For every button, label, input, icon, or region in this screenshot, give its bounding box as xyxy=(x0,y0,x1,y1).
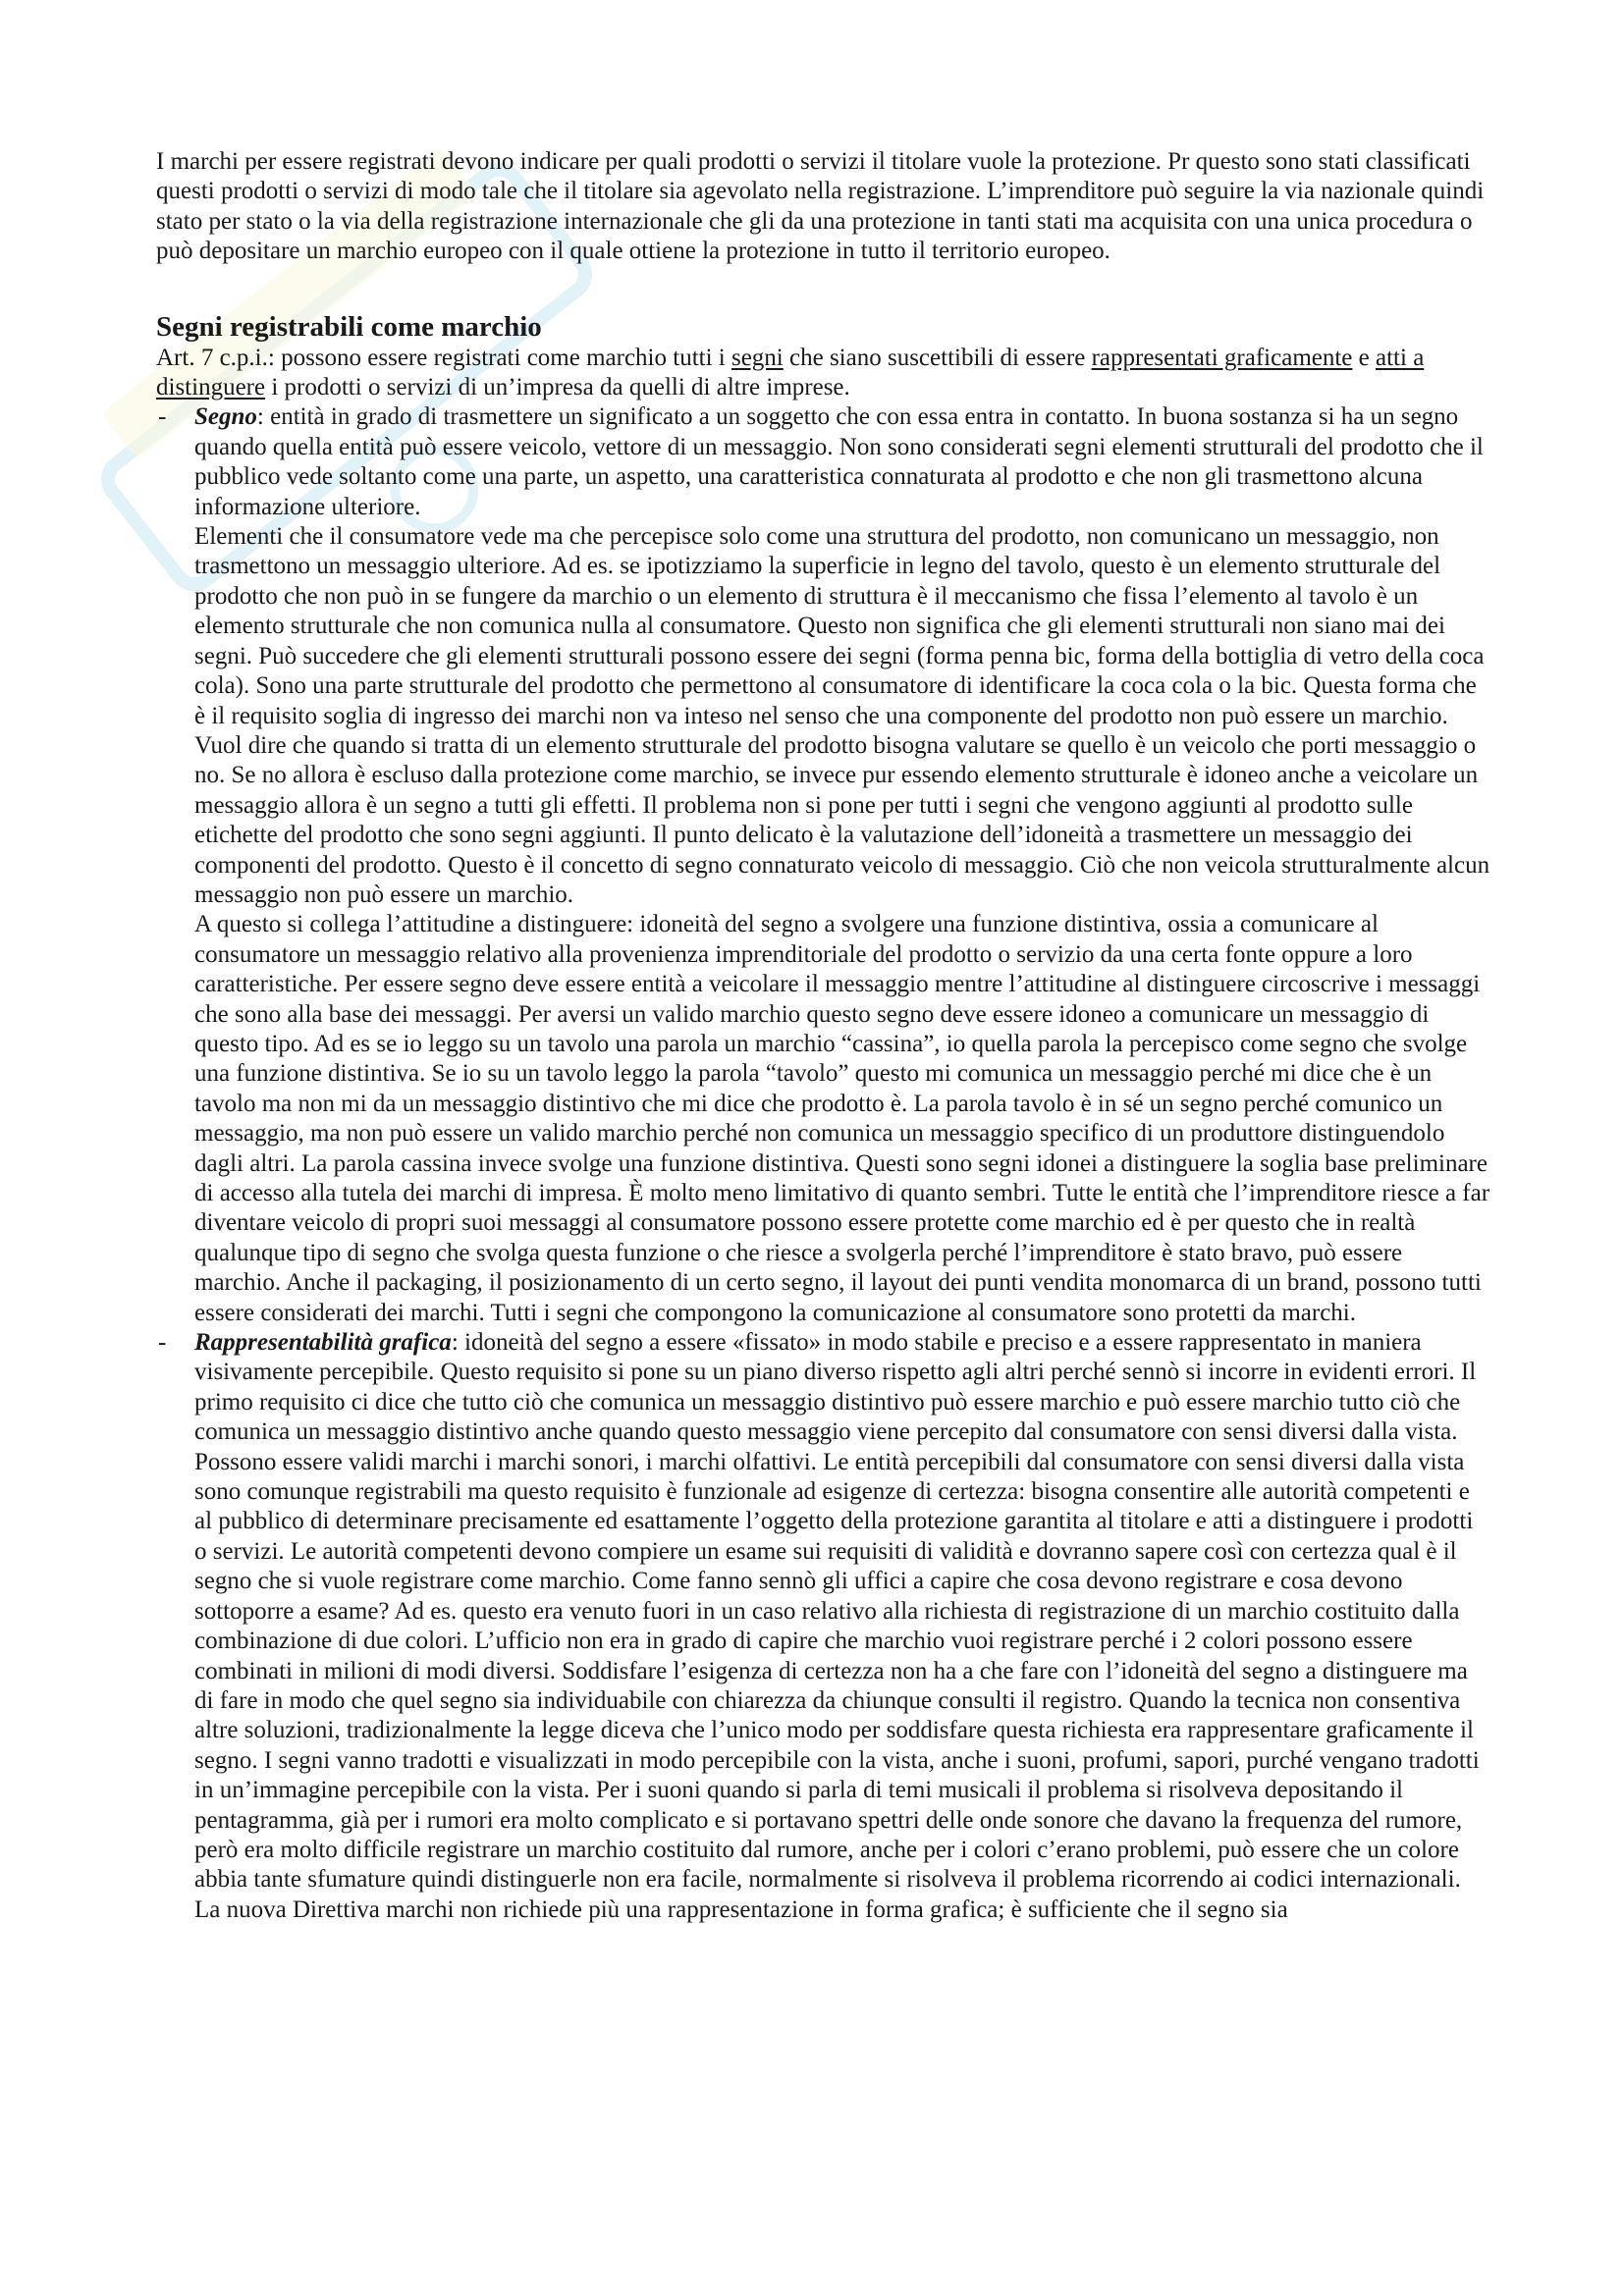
spacer xyxy=(156,267,1491,296)
list-dash: - xyxy=(158,1329,167,1357)
article-text-2: che siano suscettibili di essere xyxy=(783,344,1092,371)
rappresentabilita-paragraph-2: La nuova Direttiva marchi non richiede più una rappresentazione in forma grafica; è sufficiente che il segno sia xyxy=(194,1896,1288,1923)
term-rappresentabilita: Rappresentabilità grafica xyxy=(194,1329,452,1357)
document-page xyxy=(156,147,1491,1925)
article-text-1: Art. 7 c.p.i.: possono essere registrati come marchio tutti i xyxy=(156,344,731,371)
article-underline-rappresentati: rappresentati graficamente xyxy=(1091,344,1353,371)
segno-paragraph-1 xyxy=(194,402,1491,522)
segno-paragraph-3: A questo si collega l’attitudine a distinguere: idoneità del segno a svolgere una funzione distintiva, ossia a comunicare al consumatore un messaggio relativo alla provenienza imprenditoriale del prodotto o servizio da una certa fonte oppure a loro caratteristiche. Per essere segno deve essere entità a veicolare il messaggio mentre l’attitudine al distinguere circoscrive i messaggi che sono alla base dei messaggi. Per aversi un valido marchio questo segno deve essere idoneo a comunicare un messaggio di questo tipo. Ad es se io leggo su un tavolo una parola un marchio “cassina”, io quella parola la percepisco come segno che svolge una funzione distintiva. Se io su un tavolo leggo la parola “tavolo” questo mi comunica un messaggio perché mi dice che è un tavolo ma non mi da un messaggio distintivo che mi dice che prodotto è. La parola tavolo è in sé un segno perché comunico un messaggio, ma non può essere un valido marchio perché non comunica un messaggio specifico di un produttore distinguendolo dagli altri. La parola cassina invece svolge una funzione distintiva. Questi sono segni idonei a distinguere la soglia base preliminare di accesso alla tutela dei marchi di impresa. È molto meno limitativo di quanto sembri. Tutte le entità che l’imprenditore riesce a far diventare veicolo di propri suoi messaggi al consumatore possono essere protette come marchio ed è per questo che in realtà qualunque tipo di segno che svolga questa funzione o che riesce a svolgerla perché l’imprenditore è stato bravo, può essere marchio. Anche il packaging, il posizionamento di un certo segno, il layout dei punti vendita monomarca di un brand, possono tutti essere considerati dei marchi. Tutti i segni che compongono la comunicazione al consumatore sono protetti da marchi. xyxy=(194,911,1490,1326)
list-item-segno xyxy=(156,402,1491,1328)
list-item-rappresentabilita xyxy=(156,1328,1491,1925)
section-heading: Segni registrabili come marchio xyxy=(156,310,542,343)
article-paragraph xyxy=(156,344,1491,403)
article-text-4: i prodotti o servizi di un’impresa da quelli di altre imprese. xyxy=(265,374,850,401)
list-dash: - xyxy=(158,403,167,431)
term-segno: Segno xyxy=(194,403,257,431)
article-underline-distinguere: atti a distinguere xyxy=(156,344,1425,401)
segno-paragraph-2: Elementi che il consumatore vede ma che percepisce solo come una struttura del prodotto, non comunicano un messaggio, non trasmettono un messaggio ulteriore. Ad es. se ipotizziamo la superficie in legno del tavolo, questo è un elemento strutturale del prodotto che non può in se fungere da marchio o un elemento di struttura è il meccanismo che fissa l’elemento al tavolo è un elemento strutturale che non comunica nulla al consumatore. Questo non significa che gli elementi strutturali non siano mai dei segni. Può succedere che gli elementi strutturali possono essere dei segni (forma penna bic, forma della bottiglia di vetro della coca cola). Sono una parte strutturale del prodotto che permettono al consumatore di identificare la coca cola o la bic. Questa forma che è il requisito soglia di ingresso dei marchi non va inteso nel senso che una componente del prodotto non può essere un marchio. Vuol dire che quando si tratta di un elemento strutturale del prodotto bisogna valutare se quello è un veicolo che porti messaggio o no. Se no allora è escluso dalla protezione come marchio, se invece pur essendo elemento strutturale è idoneo anche a veicolare un messaggio allora è un segno a tutti gli effetti. Il problema non si pone per tutti i segni che vengono aggiunti al prodotto sulle etichette del prodotto che sono segni aggiunti. Il punto delicato è la valutazione dell’idoneità a trasmettere un messaggio dei componenti del prodotto. Questo è il concetto di segno connaturato veicolo di messaggio. Ciò che non veicola strutturalmente alcun messaggio non può essere un marchio. xyxy=(194,523,1490,908)
rappresentabilita-paragraph-1 xyxy=(194,1328,1491,1896)
article-underline-segni: segni xyxy=(731,344,784,371)
article-text-3: e xyxy=(1352,344,1377,371)
rappresentabilita-lead: : idoneità del segno a essere «fissato» in modo stabile e preciso e a essere rappresentato in maniera visivamente percepibile. Questo requisito si pone su un piano diverso rispetto agli altri perché sennò si incorre in evidenti errori. Il primo requisito ci dice che tutto ciò che comunica un messaggio distintivo può essere marchio e può essere marchio tutto ciò che comunica un messaggio distintivo anche quando questo messaggio viene percepito dal consumatore con sensi diversi dalla vista. Possono essere validi marchi i marchi sonori, i marchi olfattivi. Le entità percepibili dal consumatore con sensi diversi dalla vista sono comunque registrabili ma questo requisito è funzionale ad esigenze di certezza: bisogna consentire alle autorità competenti e al pubblico di determinare precisamente ed esattamente l’oggetto della protezione garantita al titolare e atti a distinguere i prodotti o servizi. Le autorità competenti devono compiere un esame sui requisiti di validità e dovranno sapere così con certezza qual è il segno che si vuole registrare come marchio. Come fanno sennò gli uffici a capire che cosa devono registrare e cosa devono sottoporre a esame? Ad es. questo era venuto fuori in un caso relativo alla richiesta di registrazione di un marchio costituito dalla combinazione di due colori. L’ufficio non era in grado di capire che marchio vuoi registrare perché i 2 colori possono essere combinati in milioni di modi diversi. Soddisfare l’esigenza di certezza non ha a che fare con l’idoneità del segno a distinguere ma di fare in modo che quel segno sia individuabile con chiarezza da chiunque consulti il registro. Quando la tecnica non consentiva altre soluzioni, tradizionalmente la legge diceva che l’unico modo per soddisfare questa richiesta era rappresentare graficamente il segno. I segni vanno tradotti e visualizzati in modo percepibile con la vista, anche i suoni, profumi, sapori, purché vengano tradotti in un’immagine percepibile con la vista. Per i suoni quando si parla di temi musicali il problema si risolveva depositando il pentagramma, già per i rumori era molto complicato e si portavano spettri delle onde sonore che davano la frequenza del rumore, però era molto difficile registrare un marchio costituito dal rumore, anche per i colori c’erano problemi, può essere che un colore abbia tante sfumature quindi distinguerle non era facile, normalmente si risolveva il problema ricorrendo ai codici internazionali. xyxy=(194,1329,1480,1894)
intro-paragraph: I marchi per essere registrati devono indicare per quali prodotti o servizi il titolare vuole la protezione. Pr questo sono stati classificati questi prodotti o servizi di modo tale che il titolare sia agevolato nella registrazione. L’imprenditore può seguire la via nazionale quindi stato per stato o la via della registrazione internazionale che gli da una protezione in tanti stati ma acquisita con una unica procedura o può depositare un marchio europeo con il quale ottiene la protezione in tutto il territorio europeo. xyxy=(156,148,1485,265)
segno-lead: : entità in grado di trasmettere un significato a un soggetto che con essa entra in contatto. In buona sostanza si ha un segno quando quella entità può essere veicolo, vettore di un messaggio. Non sono considerati segni elementi strutturali del prodotto che il pubblico vede soltanto come una parte, un aspetto, una caratteristica connaturata al prodotto e che non gli trasmettono alcuna informazione ulteriore. xyxy=(194,403,1484,520)
